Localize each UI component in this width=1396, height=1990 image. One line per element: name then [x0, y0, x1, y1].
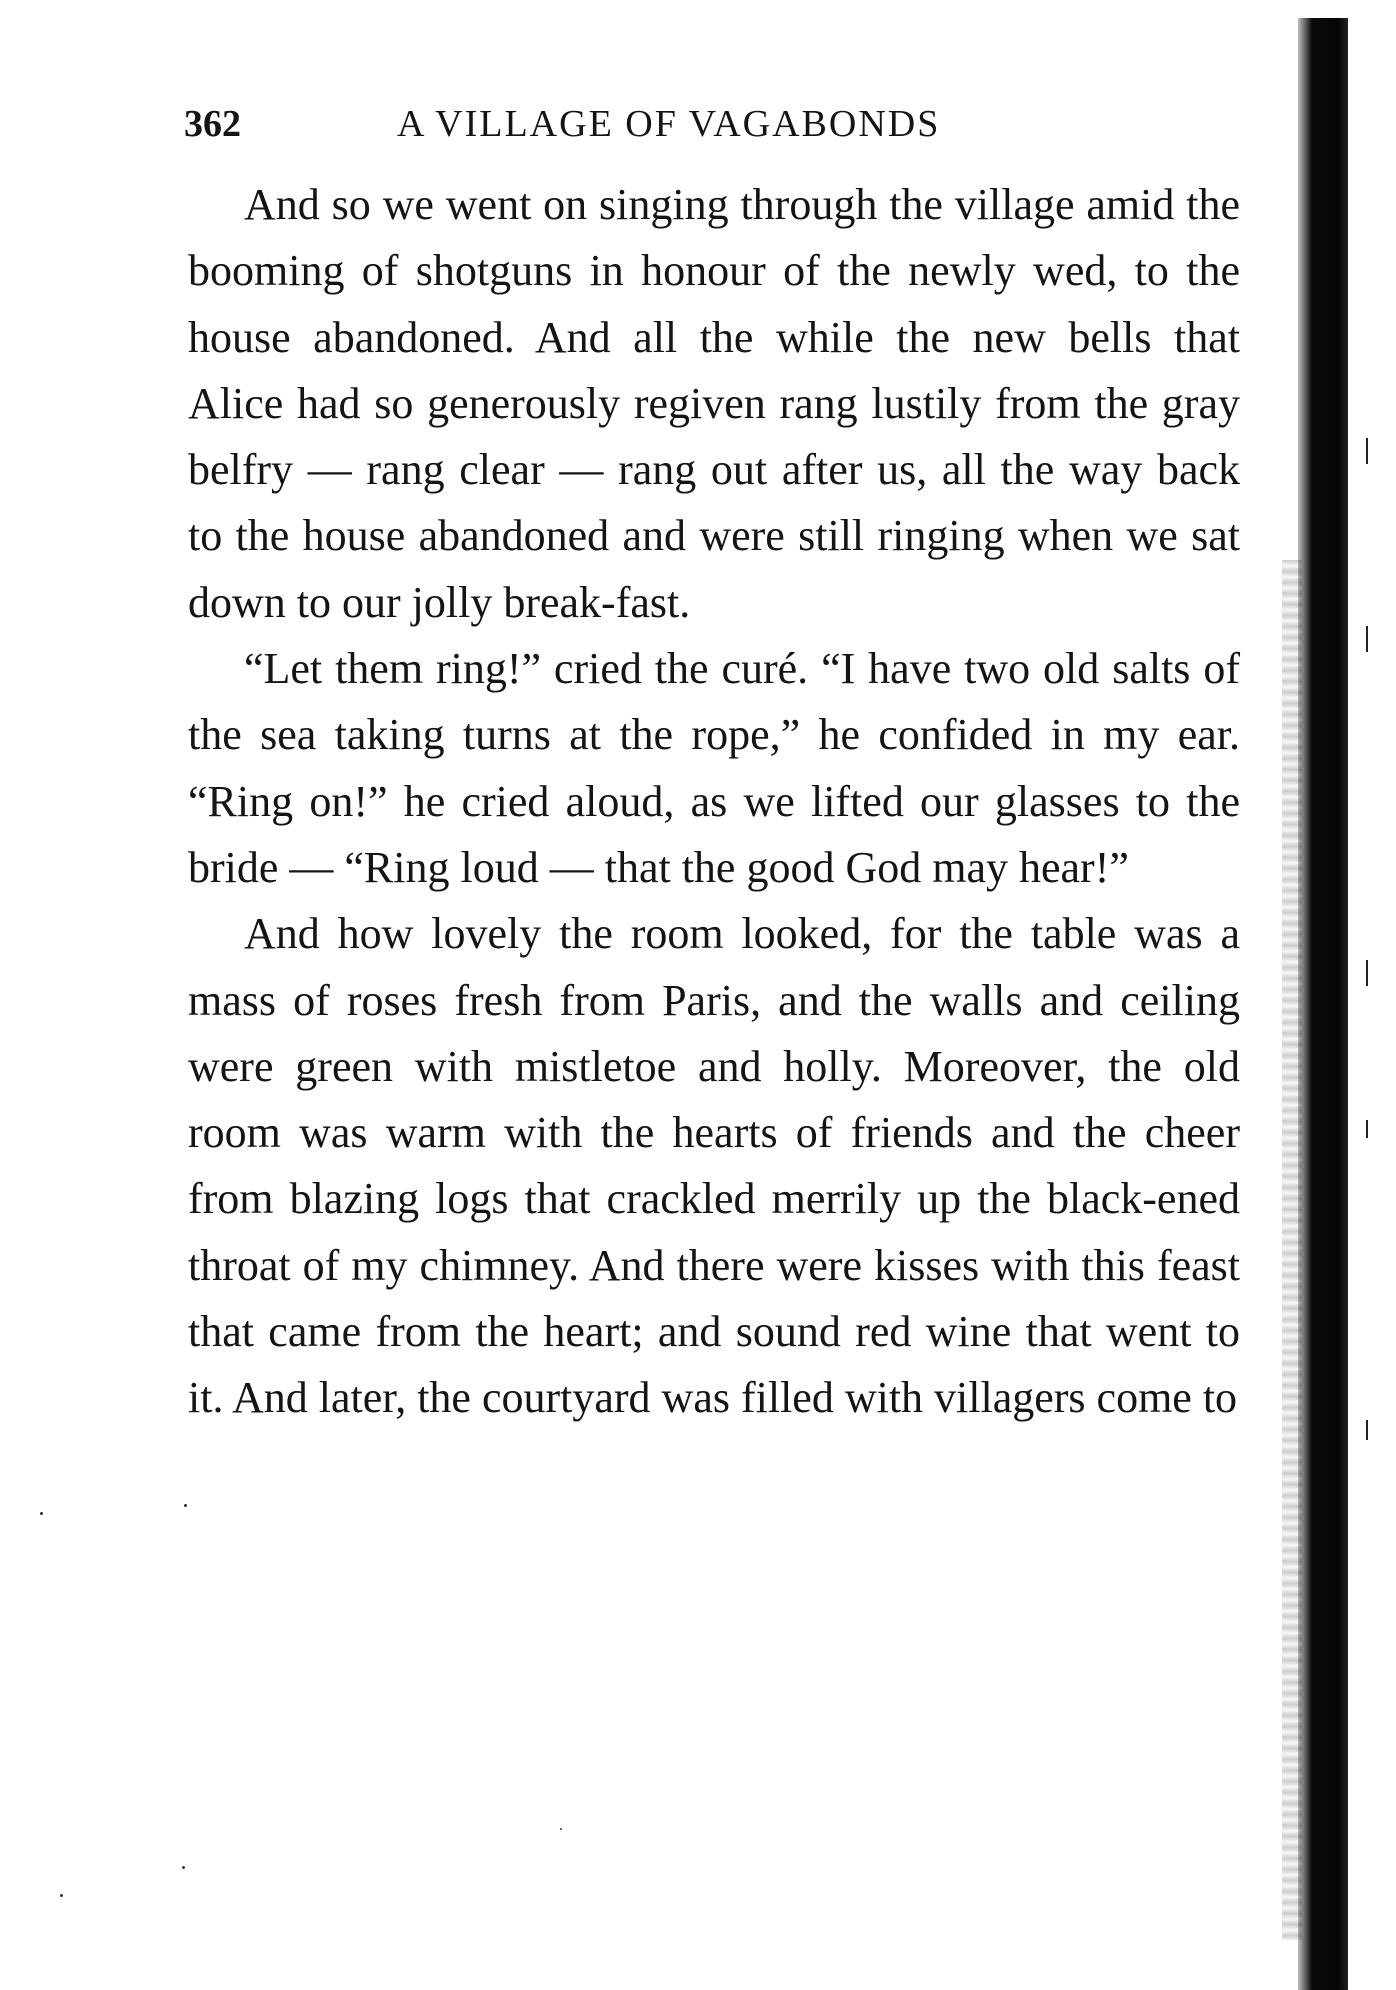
page-number: 362 [184, 103, 241, 145]
scan-speck [560, 1828, 562, 1830]
scan-mark [1366, 960, 1368, 986]
scan-speck [184, 1504, 187, 1507]
paragraph-3: And how lovely the room looked, for the table was a mass of roses fresh from Paris, and the walls and ceiling were green with mistletoe and holly. Moreover, the old room was warm with the hearts of friends and the cheer from blazing logs that crackled merrily up the black-ened throat of my chimney. And there were kisses with this feast that came from the heart; and sound red wine that went to it. And later, the courtyard was filled with villagers come to [188, 909, 1240, 1423]
scan-mark [1366, 1120, 1368, 1138]
scan-speck [60, 1894, 63, 1897]
scan-speck [182, 1866, 185, 1869]
body-text [188, 172, 1240, 1432]
scan-speck [40, 1512, 43, 1515]
scan-mark [1366, 626, 1368, 652]
paragraph-1: And so we went on singing through the village amid the booming of shotguns in honour of the newly wed, to the house abandoned. And all the while the new bells that Alice had so generously regiven rang lustily from the gray belfry — rang clear — rang out after us, all the way back to the house abandoned and were still ringing when we sat down to our jolly break-fast. [188, 180, 1240, 627]
paragraph-2: “Let them ring!” cried the curé. “I have two old salts of the sea taking turns at the rope,” he confided in my ear. “Ring on!” he cried aloud, as we lifted our glasses to the bride — “Ring loud — that the good God may hear!” [188, 644, 1240, 892]
book-title: A VILLAGE OF VAGABONDS [397, 103, 941, 145]
scan-gutter-shadow [1298, 18, 1348, 1990]
running-head [184, 96, 1084, 152]
scan-mark [1366, 438, 1368, 464]
scan-mark [1366, 1420, 1368, 1440]
